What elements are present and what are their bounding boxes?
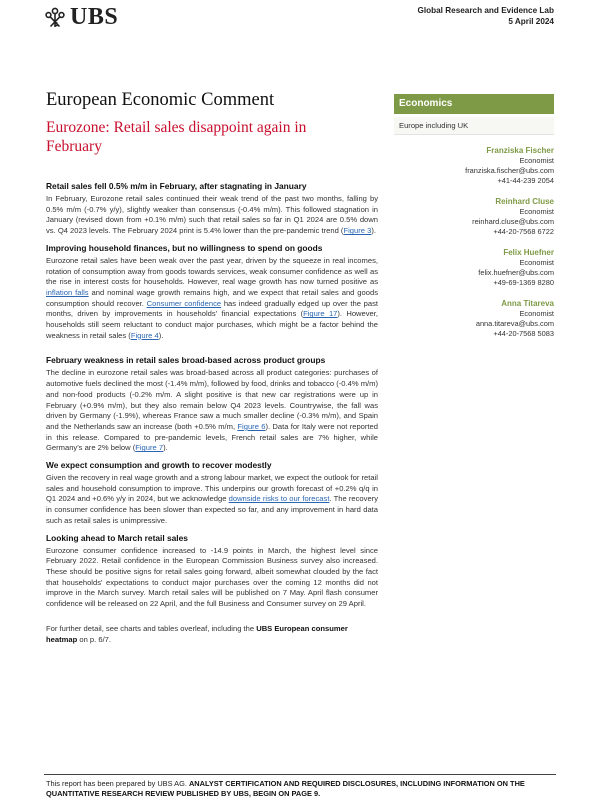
cross-reference-link[interactable]: Figure 4 — [130, 330, 159, 340]
section — [46, 243, 378, 342]
section-heading: Retail sales fell 0.5% m/m in February, after stagnating in January — [46, 181, 307, 191]
author-list — [394, 145, 554, 339]
author-role: Economist — [519, 258, 554, 267]
keys-icon — [44, 7, 66, 29]
paragraph-text: ). — [158, 330, 164, 340]
author-email[interactable]: reinhard.cluse@ubs.com — [472, 217, 554, 226]
section-paragraph — [46, 473, 378, 527]
sidebar-header: Economics — [394, 94, 554, 114]
footer-text: This report has been prepared by UBS AG. — [46, 779, 189, 788]
author-card — [394, 298, 554, 339]
footer-disclaimer — [46, 779, 556, 799]
footer-divider — [44, 774, 556, 775]
author-role: Economist — [519, 207, 554, 216]
paragraph-text: In February, Eurozone retail sales continued their weak trend of the past two months, falling by 0.5% m/m (-0.7% y/y), slightly weaker than consensus (-0.4% m/m). This followed stagnation in January (revised down from +0.1% m/m) such that retail sales so far in Q1 2024 are 0.5% down vs. Q4 2023 levels. The February 2024 print is 5.4% lower than the pre-pandemic trend ( — [46, 194, 378, 236]
paragraph-text: . The recovery in consumer confidence has been slower than expected so far, and any improvement in hard data such as retail sales is unimpressive. — [46, 494, 379, 525]
paragraph-text: and nominal wage growth remains high, and we expect that retail sales and goods consumption should recover. — [46, 287, 378, 308]
cross-reference-link[interactable]: Figure 7 — [135, 443, 164, 453]
logo-text: UBS — [70, 4, 119, 30]
author-phone: +41-44-239 2054 — [497, 176, 554, 185]
author-phone: +44-20-7568 5083 — [493, 329, 554, 338]
author-role: Economist — [519, 156, 554, 165]
header-meta — [417, 5, 554, 27]
section-heading: We expect consumption and growth to recover modestly — [46, 460, 272, 471]
cross-reference-link[interactable]: inflation falls — [46, 287, 89, 297]
author-phone: +44-20-7568 6722 — [493, 227, 554, 236]
paragraph-text: Eurozone retail sales have been weak over the past year, driven by the squeeze in real incomes, rotation of consumption away from goods towards services, weak consumer confidence as well as the rise in interest costs for households. However, real wage growth has now turned positive as — [46, 255, 378, 287]
section-heading: Looking ahead to March retail sales — [46, 532, 188, 543]
author-phone: +49-69-1369 8280 — [493, 278, 554, 287]
section — [46, 533, 378, 610]
cross-reference-link[interactable]: Figure 17 — [303, 309, 338, 319]
cross-reference-link[interactable]: Consumer confidence — [146, 298, 222, 308]
section — [46, 355, 378, 454]
report-date: 5 April 2024 — [508, 17, 554, 26]
author-name: Felix Huefner — [503, 248, 554, 257]
paragraph-text: The decline in eurozone retail sales was broad-based across all product categories: purchases of automotive fuels declined the most (-1.4% m/m), followed by food, drinks and tobacco (-0.4% m/m) and non-food products (-0.2% m/m. A slight positive is that new car registrations were up in February (+0.9% m/m), but they also remain below Q4 2023 levels. Countrywise, the fall was driven by Germany (-1.9%), whereas France saw a much smaller decline (-0.3% m/m), and Spain and the Netherlands saw an increase (both +0.5% m/m, — [46, 368, 378, 431]
section — [46, 460, 378, 527]
footer-disclosure: ANALYST CERTIFICATION AND REQUIRED DISCLOSURES, INCLUDING INFORMATION ON THE QUANTITATIVE RESEARCH REVIEW PUBLISHED BY UBS, BEGIN ON PAGE 9. — [46, 779, 525, 798]
section-heading: February weakness in retail sales broad-based across product groups — [46, 355, 326, 366]
paragraph-text: Eurozone consumer confidence increased to -14.9 points in March, the highest level since February 2022. Retail confidence in the European Commission Business survey also increased. These should be positive signs for retail sales going forward, albeit somewhat clouded by the fact that households' expectations to conduct major purchases over the coming 12 months did not improve in the March survey. March retail sales will be published on 7 May. April flash consumer confidence will be released on 22 April, and the full Business and Consumer survey on 29 April. — [46, 545, 378, 609]
article-body — [46, 181, 378, 645]
author-role: Economist — [519, 309, 554, 318]
further-text: For further detail, see charts and tables overleaf, including the — [46, 623, 257, 633]
paragraph-text: ). However, households still seem reluctant to conduct major purchases, which might be a factor behind the weakness in retail sales ( — [46, 309, 378, 340]
paragraph-text: ). — [163, 443, 168, 453]
cross-reference-link[interactable]: Figure 3 — [343, 226, 372, 236]
paragraph-text: ). — [371, 226, 376, 236]
section-paragraph — [46, 546, 378, 610]
section-heading: Improving household finances, but no willingness to spend on goods — [46, 242, 323, 253]
cross-reference-link[interactable]: Figure 6 — [237, 421, 266, 431]
sidebar — [394, 94, 554, 349]
section-paragraph — [46, 368, 378, 454]
ubs-logo — [44, 4, 118, 31]
author-name: Anna Titareva — [501, 299, 554, 308]
author-email[interactable]: felix.huefner@ubs.com — [478, 268, 554, 277]
author-card — [394, 145, 554, 186]
author-name: Reinhard Cluse — [495, 197, 554, 206]
author-card — [394, 196, 554, 237]
section-paragraph — [46, 194, 378, 237]
section-paragraph — [46, 256, 378, 342]
section — [46, 181, 378, 237]
paragraph-text: ). Data for Italy were not reported in this release. Compared to pre-pandemic levels, French retail sales are 7% higher, while Germany's are 2% below ( — [46, 421, 378, 453]
paragraph-text: has indeed gradually edged up over the past months, driven by improvements in households' financial expectations ( — [46, 298, 378, 319]
further-text: on p. 6/7. — [77, 634, 112, 644]
page-title: European Economic Comment — [46, 90, 275, 110]
cross-reference-link[interactable]: downside risks to our forecast — [228, 494, 330, 504]
further-detail-note — [46, 624, 378, 645]
author-name: Franziska Fischer — [486, 146, 554, 155]
sidebar-region: Europe including UK — [394, 117, 554, 135]
division-label: Global Research and Evidence Lab — [417, 6, 554, 15]
paragraph-text: Given the recovery in real wage growth and a strong labour market, we expect the outlook for retail sales and household consumption to improve. This underpins our growth forecast of +0.2% q/q in Q1 2024 and +0.6% y/y in 2024, but we acknowledge — [46, 473, 378, 504]
author-email[interactable]: anna.titareva@ubs.com — [475, 319, 554, 328]
author-email[interactable]: franziska.fischer@ubs.com — [465, 166, 554, 175]
author-card — [394, 247, 554, 288]
page-subtitle: Eurozone: Retail sales disappoint again in February — [46, 119, 307, 155]
heatmap-reference: UBS European consumer heatmap — [46, 623, 348, 644]
